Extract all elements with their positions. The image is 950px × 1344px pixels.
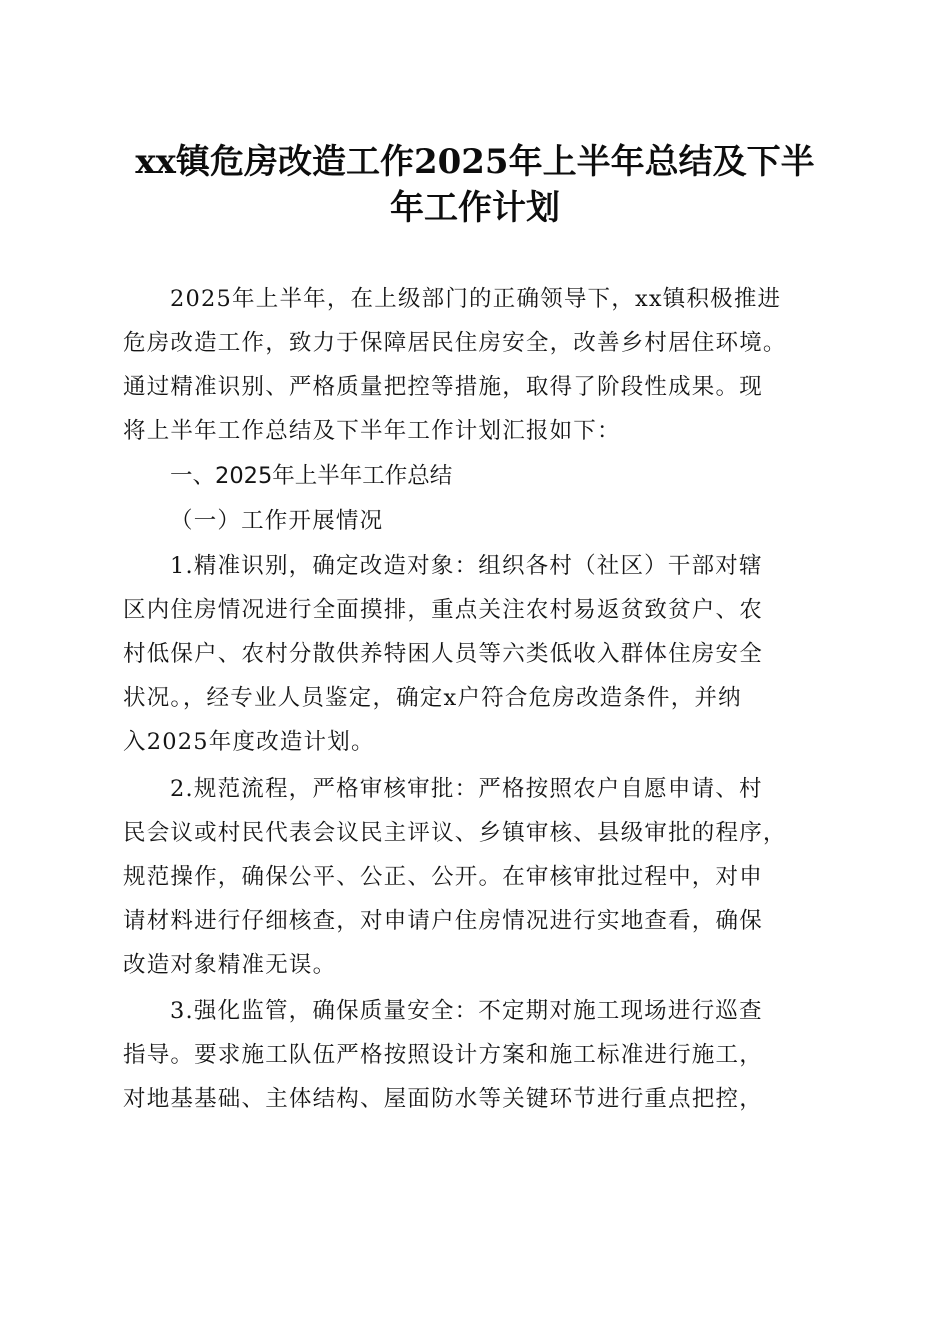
item-2-line: 请材料进行仔细核查，对申请户住房情况进行实地查看，确保 (123, 908, 763, 934)
subsection-heading-1: （一）工作开展情况 (170, 508, 384, 534)
item-3-line: 对地基基础、主体结构、屋面防水等关键环节进行重点把控， (123, 1086, 763, 1112)
item-1-line: 状况。，经专业人员鉴定，确定x户符合危房改造条件，并纳 (123, 685, 742, 711)
intro-line: 危房改造工作，致力于保障居民住房安全，改善乡村居住环境。 (123, 330, 787, 356)
item-1-line: 村低保户、农村分散供养特困人员等六类低收入群体住房安全 (123, 641, 763, 667)
item-3-line: 指导。要求施工队伍严格按照设计方案和施工标准进行施工， (123, 1042, 763, 1068)
intro-line: 将上半年工作总结及下半年工作计划汇报如下： (123, 418, 621, 444)
intro-line: 2025年上半年，在上级部门的正确领导下，xx镇积极推进 (170, 286, 782, 312)
item-2-line: 规范操作，确保公平、公正、公开。在审核审批过程中，对申 (123, 864, 763, 890)
item-1-line: 入2025年度改造计划。 (123, 729, 375, 755)
item-1-line: 1.精准识别，确定改造对象：组织各村（社区）干部对辖 (170, 553, 763, 579)
section-heading-1: 一、2025年上半年工作总结 (170, 463, 453, 489)
item-1-line: 区内住房情况进行全面摸排，重点关注农村易返贫致贫户、农 (123, 597, 763, 623)
intro-line: 通过精准识别、严格质量把控等措施，取得了阶段性成果。现 (123, 374, 763, 400)
item-3-line: 3.强化监管，确保质量安全：不定期对施工现场进行巡查 (170, 998, 763, 1024)
document-title-line-1: xx镇危房改造工作2025年上半年总结及下半 (135, 142, 815, 182)
item-2-line: 2.规范流程，严格审核审批：严格按照农户自愿申请、村 (170, 776, 763, 802)
item-2-line: 改造对象精准无误。 (123, 952, 337, 978)
item-2-line: 民会议或村民代表会议民主评议、乡镇审核、县级审批的程序， (123, 820, 787, 846)
document-title-line-2: 年工作计划 (390, 188, 560, 228)
